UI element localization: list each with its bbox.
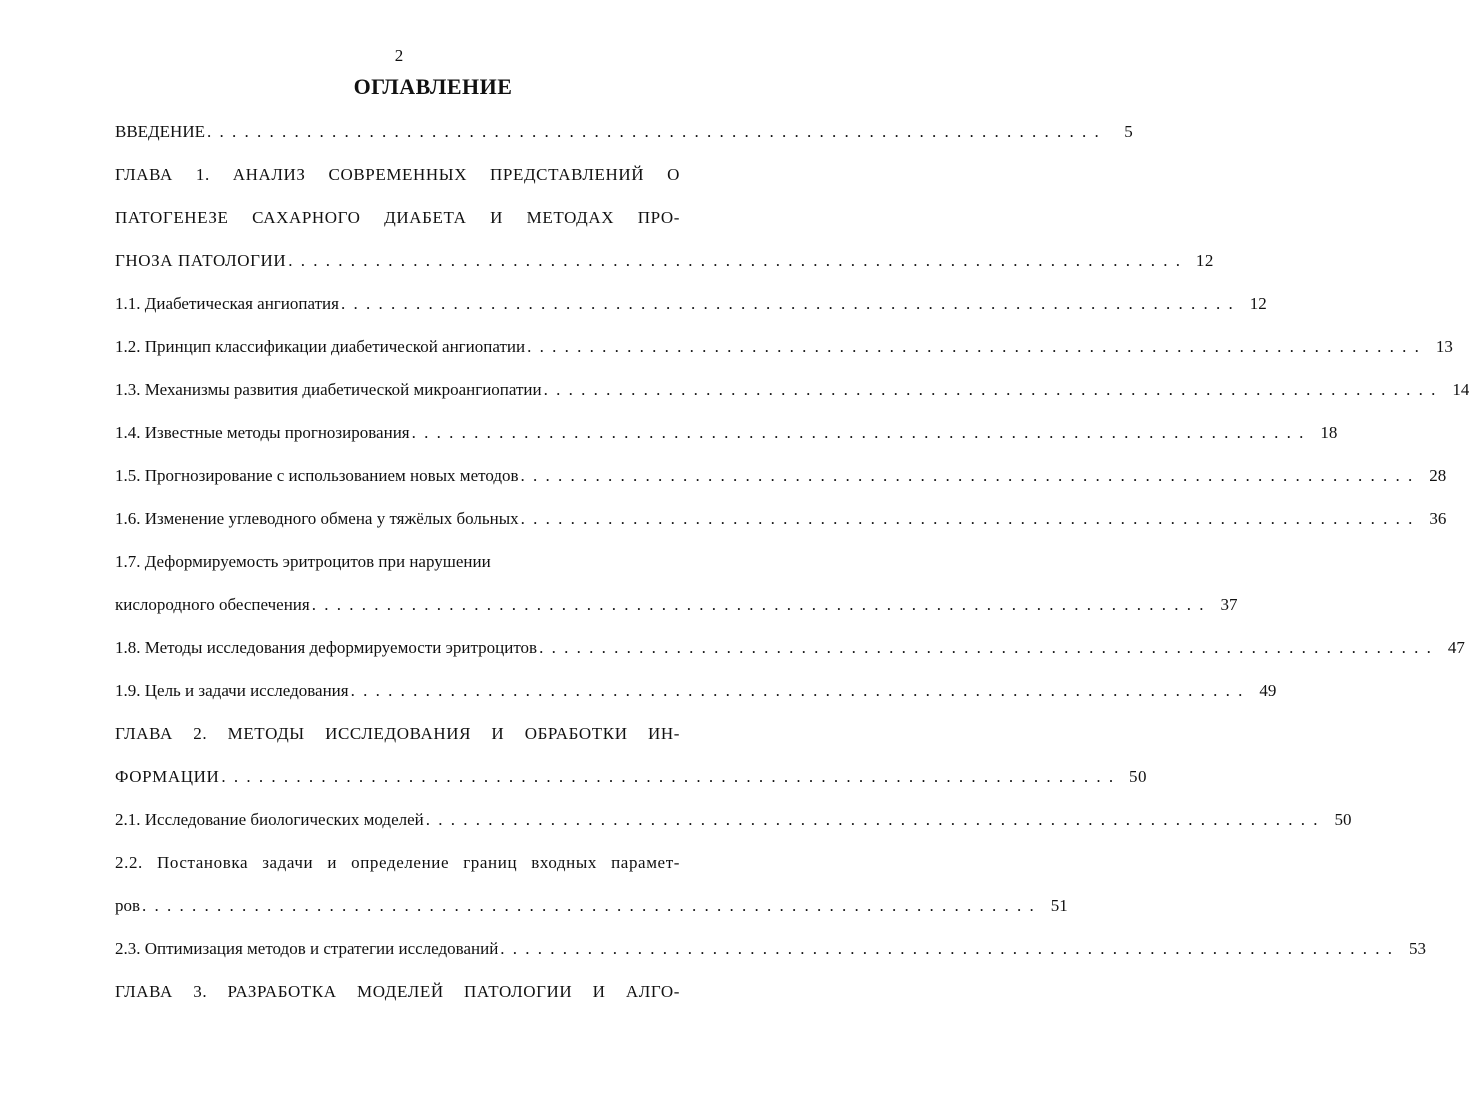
chapter-1-title-line-1: ГЛАВА 1. АНАЛИЗ СОВРЕМЕННЫХ ПРЕДСТАВЛЕНИЙ О bbox=[115, 165, 680, 184]
toc-entry-2-3 bbox=[115, 935, 1427, 963]
toc-entry-label: 1.9. Цель и задачи исследования bbox=[115, 681, 349, 700]
toc-entry-chapter-2 bbox=[115, 763, 1148, 791]
toc-entry-1-4 bbox=[115, 419, 1338, 447]
toc-entry-1-3 bbox=[115, 376, 1469, 404]
toc-entry-1-7 bbox=[115, 591, 1238, 619]
toc-entry-label: 2.1. Исследование биологических моделей bbox=[115, 810, 424, 829]
toc-entry-label: 1.4. Известные методы прогнозирования bbox=[115, 423, 410, 442]
toc-entry-page: 18 bbox=[1320, 423, 1338, 442]
toc-entry-page: 47 bbox=[1447, 638, 1465, 657]
toc-entry-label: 1.3. Механизмы развития диабетической микроангиопатии bbox=[115, 380, 542, 399]
toc-entry-1-1 bbox=[115, 290, 1267, 318]
toc-entry-1-5 bbox=[115, 462, 1447, 490]
toc-entry-page: 12 bbox=[1195, 251, 1215, 270]
toc-entry-page: 50 bbox=[1334, 810, 1352, 829]
toc-entry-label: ров bbox=[115, 896, 141, 915]
toc-title: ОГЛАВЛЕНИЕ bbox=[353, 74, 513, 99]
toc-entry-label: 1.2. Принцип классификации диабетической ангиопатии bbox=[115, 337, 526, 356]
dot-leader: . . . . . . . . . . . . . . . . . . . . . . . . . . . . . . . . . . . . . . . . . . . . . . . . . . . . . . . . . . . . . . . . . . . . . . . . bbox=[543, 380, 1438, 399]
toc-entry-introduction bbox=[115, 118, 1133, 146]
toc-entry-page: 14 bbox=[1452, 380, 1469, 399]
page-number: 2 bbox=[394, 46, 404, 65]
toc-entry-label: 1.8. Методы исследования деформируемости эритроцитов bbox=[115, 638, 538, 657]
dot-leader: . . . . . . . . . . . . . . . . . . . . . . . . . . . . . . . . . . . . . . . . . . . . . . . . . . . . . . . . . . . . . . . . . . . . . . . . bbox=[539, 638, 1433, 657]
toc-entry-1-2 bbox=[115, 333, 1453, 361]
toc-entry-page: 53 bbox=[1409, 939, 1427, 958]
dot-leader: . . . . . . . . . . . . . . . . . . . . . . . . . . . . . . . . . . . . . . . . . . . . . . . . . . . . . . . . . . . . . . . . . . . . . . . . bbox=[221, 767, 1116, 786]
toc-entry-page: 51 bbox=[1050, 896, 1068, 915]
dot-leader: . . . . . . . . . . . . . . . . . . . . . . . . . . . . . . . . . . . . . . . . . . . . . . . . . . . . . . . . . . . . . . . . . . . . . . . . bbox=[350, 681, 1245, 700]
toc-entry-label: ГНОЗА ПАТОЛОГИИ bbox=[115, 251, 287, 270]
toc-entry-label: кислородного обеспечения bbox=[115, 595, 310, 614]
dot-leader: . . . . . . . . . . . . . . . . . . . . . . . . . . . . . . . . . . . . . . . . . . . . . . . . . . . . . . . . . . . . . . . . . . . . . . . . bbox=[425, 810, 1320, 829]
dot-leader: . . . . . . . . . . . . . . . . . . . . . . . . . . . . . . . . . . . . . . . . . . . . . . . . . . . . . . . . . . . . . . . . . . . . . . . . bbox=[520, 466, 1415, 485]
dot-leader: . . . . . . . . . . . . . . . . . . . . . . . . . . . . . . . . . . . . . . . . . . . . . . . . . . . . . . . . . . . . . . . . . . . . . . . . bbox=[288, 251, 1183, 270]
toc-entry-2-1 bbox=[115, 806, 1352, 834]
dot-leader: . . . . . . . . . . . . . . . . . . . . . . . . . . . . . . . . . . . . . . . . . . . . . . . . . . . . . . . . . . . . . . . . . . . . . . . . bbox=[142, 896, 1036, 915]
toc-entry-label: ФОРМАЦИИ bbox=[115, 767, 220, 786]
toc-entry-label: ВВЕДЕНИЕ bbox=[115, 122, 205, 141]
dot-leader: . . . . . . . . . . . . . . . . . . . . . . . . . . . . . . . . . . . . . . . . . . . . . . . . . . . . . . . . . . . . . . . . . . . . . . . . bbox=[520, 509, 1415, 528]
dot-leader: . . . . . . . . . . . . . . . . . . . . . . . . . . . . . . . . . . . . . . . . . . . . . . . . . . . . . . . . . . . . . . . . . . . . . . . . bbox=[500, 939, 1395, 958]
toc-entry-chapter-1 bbox=[115, 247, 1215, 275]
toc-entry-label: 2.3. Оптимизация методов и стратегии исследований bbox=[115, 939, 499, 958]
toc-entry-page: 12 bbox=[1249, 294, 1267, 313]
toc-entry-2-2-line-1: 2.2. Постановка задачи и определение границ входных парамет- bbox=[115, 853, 680, 872]
toc-entry-2-2 bbox=[115, 892, 1068, 920]
toc-entry-page: 28 bbox=[1429, 466, 1447, 485]
toc-entry-page: 36 bbox=[1429, 509, 1447, 528]
toc-entry-1-8 bbox=[115, 634, 1465, 662]
toc-entry-label: 1.5. Прогнозирование с использованием новых методов bbox=[115, 466, 519, 485]
chapter-1-title-line-2: ПАТОГЕНЕЗЕ САХАРНОГО ДИАБЕТА И МЕТОДАХ ПРО- bbox=[115, 208, 680, 227]
dot-leader: . . . . . . . . . . . . . . . . . . . . . . . . . . . . . . . . . . . . . . . . . . . . . . . . . . . . . . . . . . . . . . . . . . . . . . . . bbox=[206, 122, 1101, 141]
toc-entry-page: 50 bbox=[1128, 767, 1148, 786]
chapter-2-title-line-1: ГЛАВА 2. МЕТОДЫ ИССЛЕДОВАНИЯ И ОБРАБОТКИ ИН- bbox=[115, 724, 680, 743]
toc-entry-page: 37 bbox=[1220, 595, 1238, 614]
dot-leader: . . . . . . . . . . . . . . . . . . . . . . . . . . . . . . . . . . . . . . . . . . . . . . . . . . . . . . . . . . . . . . . . . . . . . . . . bbox=[527, 337, 1421, 356]
dot-leader: . . . . . . . . . . . . . . . . . . . . . . . . . . . . . . . . . . . . . . . . . . . . . . . . . . . . . . . . . . . . . . . . . . . . . . . . bbox=[411, 423, 1306, 442]
toc-entry-page: 13 bbox=[1435, 337, 1453, 356]
dot-leader: . . . . . . . . . . . . . . . . . . . . . . . . . . . . . . . . . . . . . . . . . . . . . . . . . . . . . . . . . . . . . . . . . . . . . . . . bbox=[311, 595, 1206, 614]
chapter-3-title-line-1: ГЛАВА 3. РАЗРАБОТКА МОДЕЛЕЙ ПАТОЛОГИИ И АЛГО- bbox=[115, 982, 680, 1001]
toc-entry-page: 5 bbox=[1124, 122, 1133, 141]
toc-entry-label: 1.6. Изменение углеводного обмена у тяжёлых больных bbox=[115, 509, 519, 528]
toc-entry-1-6 bbox=[115, 505, 1447, 533]
dot-leader: . . . . . . . . . . . . . . . . . . . . . . . . . . . . . . . . . . . . . . . . . . . . . . . . . . . . . . . . . . . . . . . . . . . . . . . . bbox=[340, 294, 1235, 313]
toc-entry-label: 1.1. Диабетическая ангиопатия bbox=[115, 294, 339, 313]
toc-entry-page: 49 bbox=[1259, 681, 1277, 700]
toc-entry-1-7-line-1: 1.7. Деформируемость эритроцитов при нарушении bbox=[115, 552, 491, 571]
toc-entry-1-9 bbox=[115, 677, 1277, 705]
